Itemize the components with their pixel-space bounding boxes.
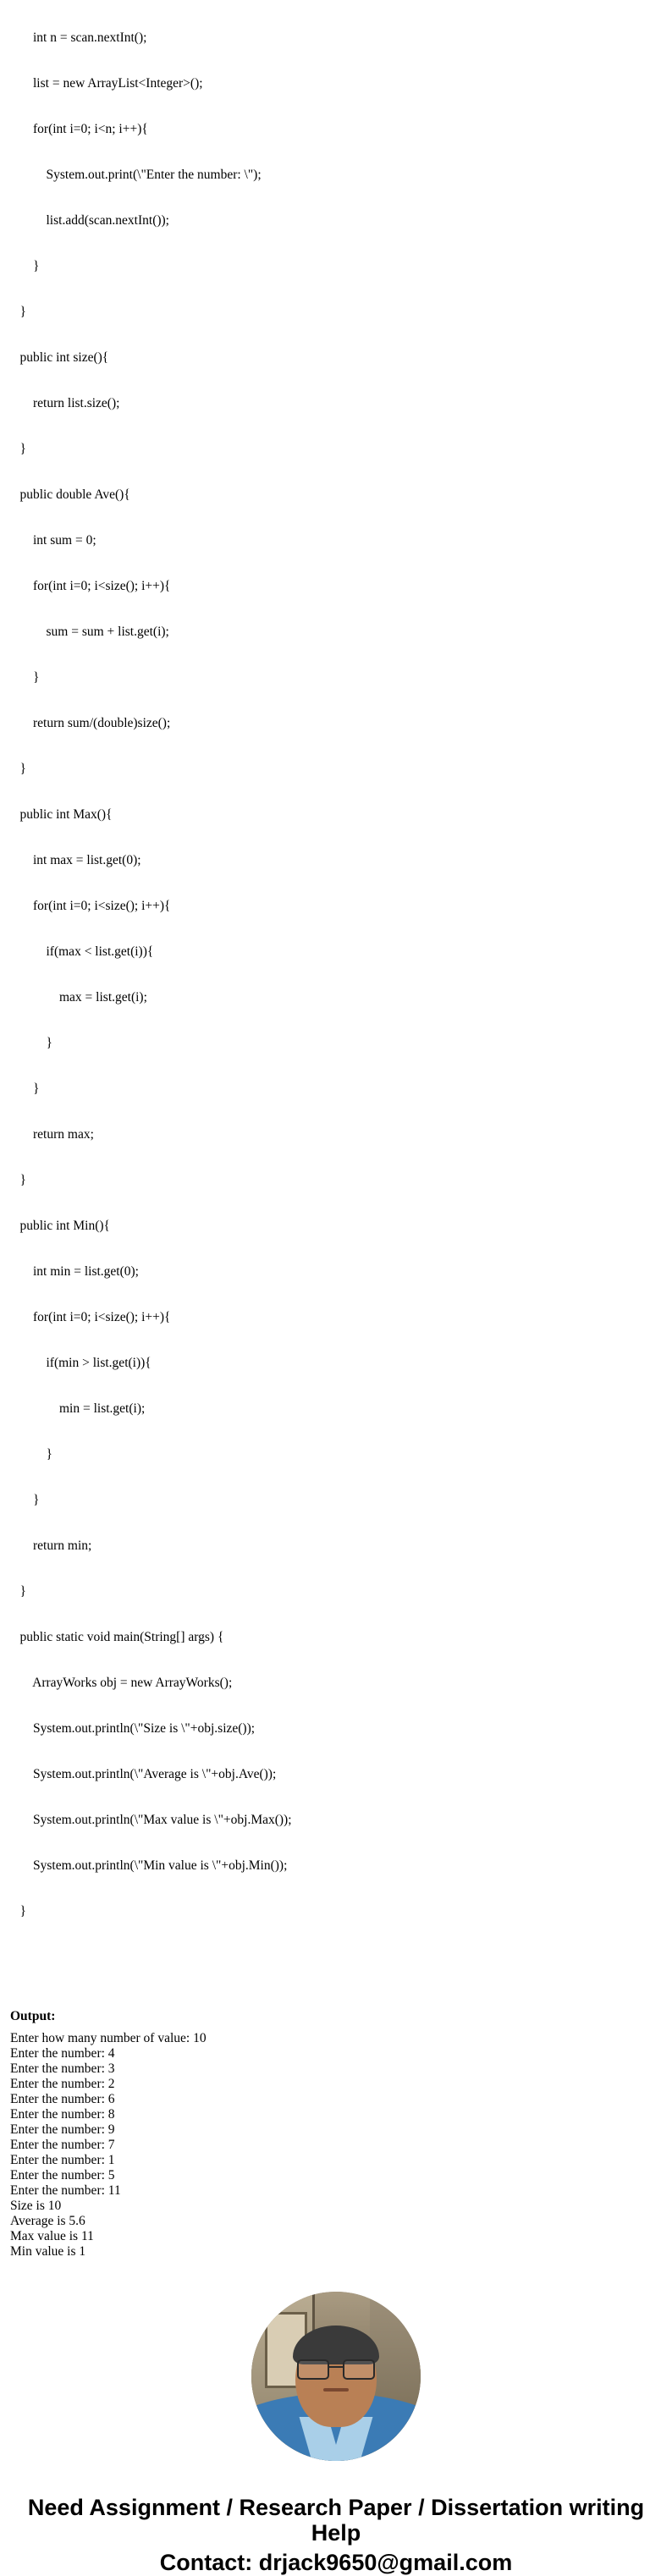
code-line: } [7, 1082, 40, 1096]
code-line: } [7, 1036, 52, 1050]
output-line: Enter the number: 6 [10, 2092, 115, 2106]
code-line: for(int i=0; i<n; i++){ [7, 122, 148, 136]
java-code-block [7, 0, 665, 1995]
output-line: Enter the number: 3 [10, 2061, 115, 2076]
output-line: Enter the number: 4 [10, 2046, 115, 2061]
code-line: int sum = 0; [7, 533, 96, 548]
output-heading: Output: [10, 2009, 56, 2023]
code-line: return min; [7, 1538, 92, 1553]
code-line: int min = list.get(0); [7, 1264, 139, 1279]
promo-contact: Contact: drjack9650@gmail.com [159, 2550, 513, 2575]
code-line: System.out.println(\"Min value is \"+obj.Min()); [7, 1858, 288, 1873]
promo-headline: Need Assignment / Research Paper / Dissertation writing Help [27, 2495, 645, 2546]
author-photo-wrapper [7, 2292, 665, 2461]
output-line: Enter the number: 8 [10, 2107, 115, 2122]
output-line: Size is 10 [10, 2199, 62, 2213]
glasses-lens-left [297, 2359, 329, 2380]
code-line: } [7, 259, 40, 273]
output-line: Enter the number: 1 [10, 2153, 115, 2167]
code-line-blank: } [7, 1904, 26, 1918]
code-line: int max = list.get(0); [7, 853, 141, 867]
code-line: } [7, 305, 26, 319]
code-line: } [7, 762, 26, 776]
code-line: return max; [7, 1127, 94, 1142]
code-line: public int size(){ [7, 350, 109, 365]
output-line: Enter the number: 11 [10, 2183, 121, 2198]
code-line: public int Max(){ [7, 807, 113, 822]
code-line: System.out.println(\"Average is \"+obj.Ave()); [7, 1767, 277, 1781]
code-line: if(max < list.get(i)){ [7, 944, 154, 959]
code-line [7, 1950, 665, 1965]
code-line: System.out.println(\"Max value is \"+obj.Max()); [7, 1813, 292, 1827]
code-line: ArrayWorks obj = new ArrayWorks(); [7, 1676, 233, 1690]
code-line: list = new ArrayList<Integer>(); [7, 76, 203, 91]
code-line: int n = scan.nextInt(); [7, 30, 147, 45]
code-line: } [7, 442, 26, 456]
glasses-bridge [328, 2366, 344, 2368]
code-line: } [7, 1584, 26, 1599]
code-line: public static void main(String[] args) { [7, 1630, 224, 1644]
output-line: Enter how many number of value: 10 [10, 2031, 207, 2045]
code-line: for(int i=0; i<size(); i++){ [7, 1310, 171, 1324]
code-line: if(min > list.get(i)){ [7, 1356, 151, 1370]
code-line: sum = sum + list.get(i); [7, 625, 169, 639]
promo-banner [7, 2495, 665, 2576]
avatar [251, 2292, 421, 2461]
code-line: } [7, 1493, 40, 1507]
code-line: return sum/(double)size(); [7, 716, 171, 730]
output-line: Max value is 11 [10, 2229, 94, 2243]
output-line: Average is 5.6 [10, 2214, 85, 2228]
code-line: public double Ave(){ [7, 487, 130, 502]
code-line: for(int i=0; i<size(); i++){ [7, 899, 171, 913]
code-line: list.add(scan.nextInt()); [7, 213, 169, 228]
code-line: } [7, 1173, 26, 1187]
code-line: min = list.get(i); [7, 1401, 146, 1416]
glasses-icon [297, 2359, 375, 2376]
code-line: max = list.get(i); [7, 990, 147, 1005]
code-line: return list.size(); [7, 396, 120, 410]
output-line: Enter the number: 5 [10, 2168, 115, 2182]
photo-mouth [323, 2388, 349, 2392]
output-line: Enter the number: 7 [10, 2138, 115, 2152]
output-line: Enter the number: 2 [10, 2077, 115, 2091]
code-line: for(int i=0; i<size(); i++){ [7, 579, 171, 593]
output-line: Min value is 1 [10, 2244, 86, 2259]
code-line: public int Min(){ [7, 1219, 110, 1233]
code-line: System.out.print(\"Enter the number: \"); [7, 168, 262, 182]
console-output [7, 2031, 665, 2260]
code-line: } [7, 1447, 52, 1461]
output-line: Enter the number: 9 [10, 2122, 115, 2137]
code-line: } [7, 670, 40, 685]
glasses-lens-right [343, 2359, 375, 2380]
code-line: System.out.println(\"Size is \"+obj.size()); [7, 1721, 256, 1736]
